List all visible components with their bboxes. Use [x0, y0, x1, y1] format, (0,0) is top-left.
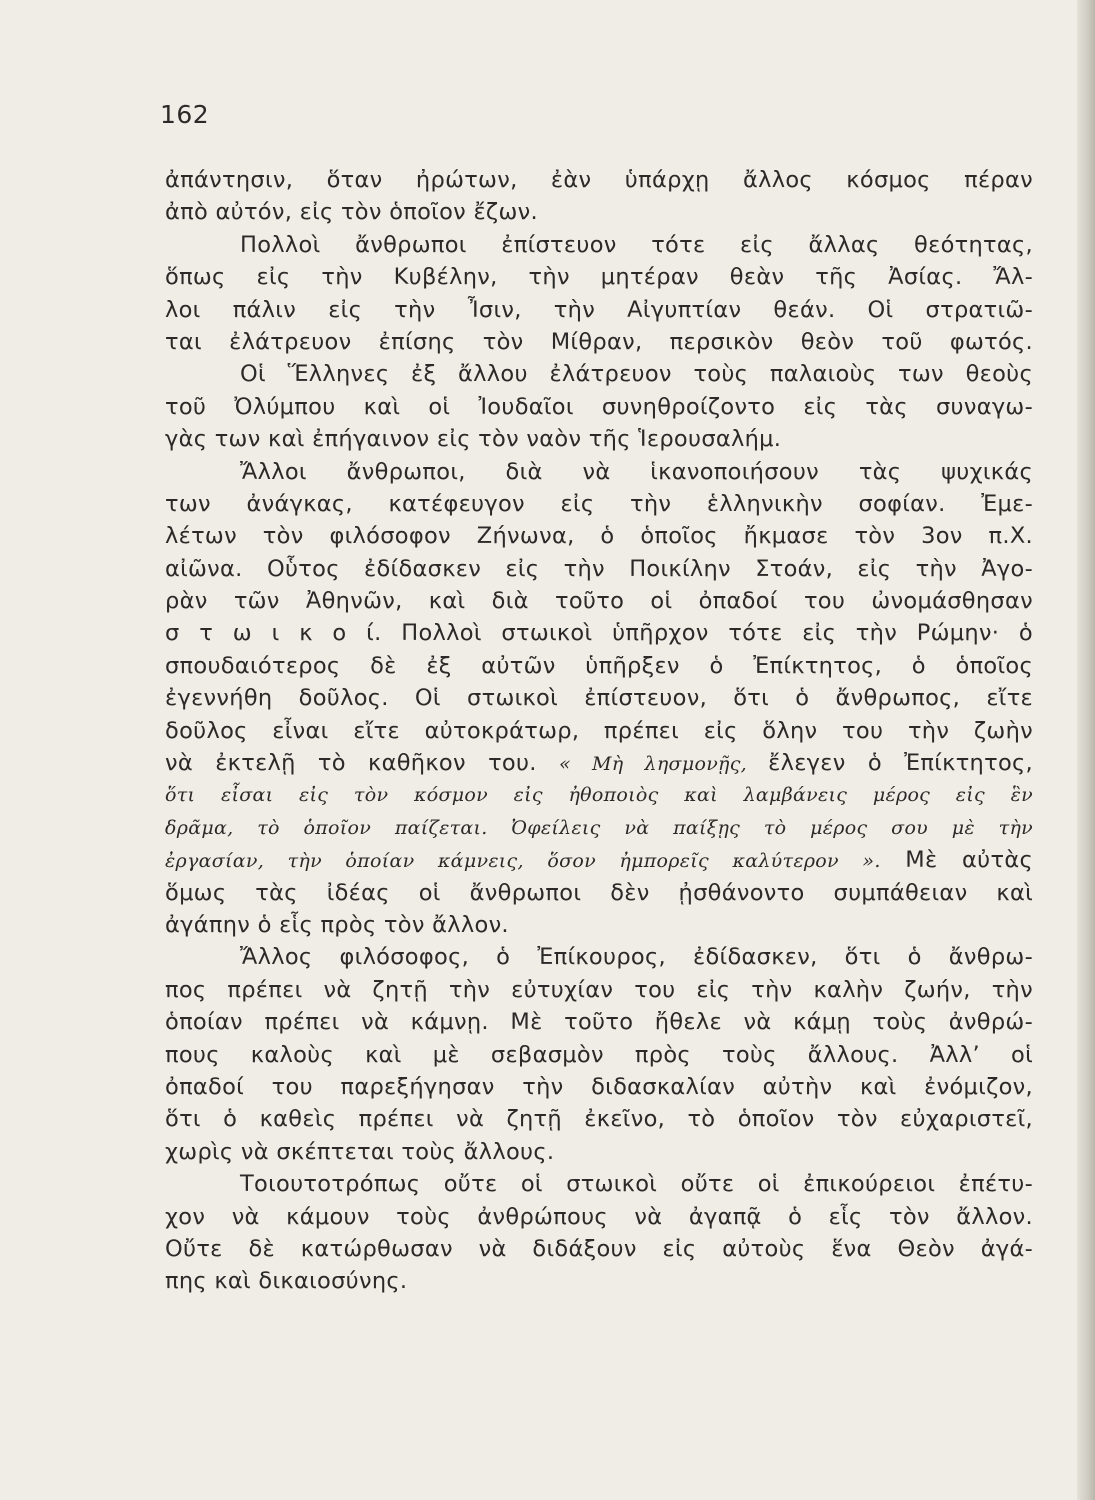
text-line-mixed: [165, 844, 1033, 876]
text-line: ὅμως τὰς ἰδέας οἱ ἄνθρωποι δὲν ᾐσθάνοντο συμπάθειαν καὶ: [165, 879, 1033, 906]
page-edge-shadow: [1077, 0, 1095, 1500]
text-line: πους καλοὺς καὶ μὲ σεβασμὸν πρὸς τοὺς ἄλλους. Ἀλλ’ οἱ: [165, 1041, 1033, 1068]
text-line: Οἱ Ἕλληνες ἐξ ἄλλου ἐλάτρευον τοὺς παλαιοὺς των θεοὺς: [240, 361, 1033, 388]
page-number: 162: [160, 100, 210, 129]
quote-line: δρᾶμα, τὸ ὁποῖον παίζεται. Ὀφείλεις νὰ παίξῃς τὸ μέρος σου μὲ τὴν: [165, 816, 1033, 839]
text-line: ἀπὸ αὐτόν, εἰς τὸν ὁποῖον ἔζων.: [165, 199, 538, 226]
text-line: ἐγεννήθη δοῦλος. Οἱ στωικοὶ ἐπίστευον, ὅτι ὁ ἄνθρωπος, εἴτε: [165, 685, 1033, 712]
text-line: χον νὰ κάμουν τοὺς ἀνθρώπους νὰ ἀγαπᾷ ὁ εἷς τὸν ἄλλον.: [165, 1203, 1033, 1230]
body-text: [165, 164, 1033, 1298]
text-line: των ἀνάγκας, κατέφευγον εἰς τὴν ἑλληνικὴν σοφίαν. Ἐμε-: [165, 490, 1033, 517]
quote-italic: ἐργασίαν, τὴν ὁποίαν κάμνεις, ὅσον ἠμπορεῖς καλύτερον ».: [165, 850, 881, 873]
text-line: Ἄλλος φιλόσοφος, ὁ Ἐπίκουρος, ἐδίδασκεν, ὅτι ὁ ἄνθρω-: [240, 944, 1033, 971]
text-segment: Μὲ αὐτὰς: [880, 847, 1033, 874]
text-line: χωρὶς νὰ σκέπτεται τοὺς ἄλλους.: [165, 1138, 555, 1165]
text-line: τοῦ Ὀλύμπου καὶ οἱ Ἰουδαῖοι συνηθροίζοντο εἰς τὰς συναγω-: [165, 393, 1033, 420]
text-line: γὰς των καὶ ἐπήγαινον εἰς τὸν ναὸν τῆς Ἱερουσαλήμ.: [165, 426, 782, 453]
text-line: πος πρέπει νὰ ζητῇ τὴν εὐτυχίαν του εἰς τὴν καλὴν ζωήν, τὴν: [165, 976, 1033, 1003]
text-line: σπουδαιότερος δὲ ἐξ αὐτῶν ὑπῆρξεν ὁ Ἐπίκτητος, ὁ ὁποῖος: [165, 652, 1033, 679]
text-line: ὁποίαν πρέπει νὰ κάμνῃ. Μὲ τοῦτο ἤθελε νὰ κάμῃ τοὺς ἀνθρώ-: [165, 1009, 1033, 1036]
text-line: ὅτι ὁ καθεὶς πρέπει νὰ ζητῇ ἐκεῖνο, τὸ ὁποῖον τὸν εὐχαριστεῖ,: [165, 1106, 1033, 1133]
text-line: αἰῶνα. Οὗτος ἐδίδασκεν εἰς τὴν Ποικίλην Στοάν, εἰς τὴν Ἀγο-: [165, 555, 1033, 582]
text-line: Πολλοὶ ἄνθρωποι ἐπίστευον τότε εἰς ἄλλας θεότητας,: [240, 231, 1033, 258]
text-line: πης καὶ δικαιοσύνης.: [165, 1268, 408, 1295]
text-line: λοι πάλιν εἰς τὴν Ἶσιν, τὴν Αἰγυπτίαν θεάν. Οἱ στρατιῶ-: [165, 296, 1033, 323]
text-line: λέτων τὸν φιλόσοφον Ζήνωνα, ὁ ὁποῖος ἤκμασε τὸν 3ον π.Χ.: [165, 523, 1033, 550]
text-segment: νὰ ἐκτελῇ τὸ καθῆκον του.: [165, 750, 537, 777]
text-line: ρὰν τῶν Ἀθηνῶν, καὶ διὰ τοῦτο οἱ ὀπαδοί του ὠνομάσθησαν: [165, 588, 1033, 615]
text-line: ὅπως εἰς τὴν Κυβέλην, τὴν μητέραν θεὰν τῆς Ἀσίας. Ἄλ-: [165, 264, 1033, 291]
text-line: Οὔτε δὲ κατώρθωσαν νὰ διδάξουν εἰς αὐτοὺς ἕνα Θεὸν ἀγά-: [165, 1235, 1033, 1262]
text-line: ἀπάντησιν, ὅταν ἠρώτων, ἐὰν ὑπάρχῃ ἄλλος κόσμος πέραν: [165, 167, 1033, 193]
text-line: ται ἐλάτρευον ἐπίσης τὸν Μίθραν, περσικὸν θεὸν τοῦ φωτός.: [165, 328, 1033, 355]
text-line: Ἄλλοι ἄνθρωποι, διὰ νὰ ἱκανοποιήσουν τὰς ψυχικάς: [240, 458, 1033, 485]
text-line: ὀπαδοί του παρεξήγησαν τὴν διδασκαλίαν αὐτὴν καὶ ἐνόμιζον,: [165, 1073, 1033, 1100]
text-line: σ τ ω ι κ ο ί. Πολλοὶ στωικοὶ ὑπῆρχον τότε εἰς τὴν Ρώμην· ὁ: [165, 620, 1033, 647]
text-segment: ἔλεγεν ὁ Ἐπίκτητος,: [768, 750, 1033, 777]
text-line: Τοιουτοτρόπως οὔτε οἱ στωικοὶ οὔτε οἱ ἐπικούρειοι ἐπέτυ-: [240, 1171, 1033, 1198]
quote-italic: « Μὴ λησμονῇς,: [558, 753, 769, 776]
text-line: δοῦλος εἶναι εἴτε αὐτοκράτωρ, πρέπει εἰς ὅλην του τὴν ζωὴν: [165, 717, 1033, 744]
text-line: ἀγάπην ὁ εἷς πρὸς τὸν ἄλλον.: [165, 911, 509, 938]
text-line-mixed: [165, 747, 1033, 779]
quote-line: ὅτι εἶσαι εἰς τὸν κόσμον εἰς ἠθοποιὸς καὶ λαμβάνεις μέρος εἰς ἓν: [165, 784, 1033, 807]
